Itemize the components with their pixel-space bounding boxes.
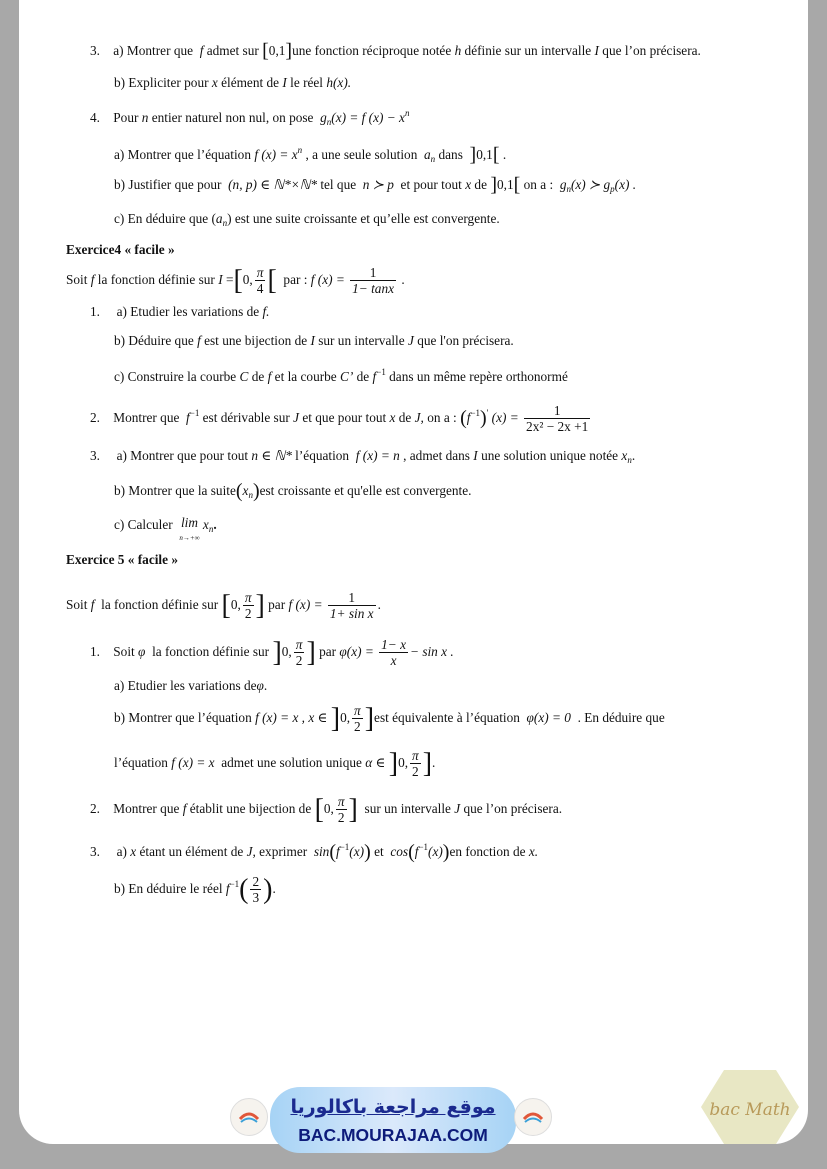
ex4-q1c: c) Construire la courbe C de f et la courbe C’ de $f^{-1}$ dans un même repère orthonormé	[114, 367, 568, 384]
q3b-line: b) Expliciter pour x élément de I le réel h(x).	[114, 75, 352, 90]
q4-line: 4. Pour n entier naturel non nul, on pose $g_n(x) = f$ $(x) - x^n$	[90, 108, 410, 127]
ex4-q3a: 3. a) Montrer que pour tout n ∈ ℕ* l’équation f (x) = n , admet dans I une solution unique notée $x_n$.	[90, 448, 636, 465]
ex4-q3b: b) Montrer que la $suite(x_n)est$ croissante et qu'elle est convergente.	[114, 480, 472, 502]
exercise5-title: Exercice 5 « facile »	[66, 552, 178, 567]
ex5-q3b: b) En déduire le réel $f^{-1}$( $\frac{2}{3}$ ).	[114, 873, 276, 906]
footer-arabic-title: موقع مراجعة باكالوريا	[290, 1096, 496, 1118]
left-logo-icon	[230, 1098, 268, 1136]
ex5-statement: Soit f la fonction définie sur [0, $\frac{\pi}{2}$ ] par f (x) = $\frac{1}{\text{1+ sin x}}$ .	[66, 589, 381, 622]
ex5-q1a: a) Etudier les variations deφ.	[114, 678, 268, 693]
document-page	[19, 0, 808, 1144]
ex5-q3a: 3. a) x étant un élément de J, exprimer $\sin(f^{-1}(x))$ et $\cos(f^{-1}(x))en$ fonction de x.	[90, 841, 539, 863]
ex5-q1b: b) Montrer que l’équation f (x) = x , x ∈ ]0, $\frac{\pi}{2}$ ]est équivalente à l’équation φ(x) = 0 . En déduire que	[114, 702, 665, 735]
ex5-q1b-cont: l’équation f (x) = x admet une solution unique α ∈ ]0, $\frac{\pi}{2}$ ].	[114, 747, 436, 780]
footer-banner[interactable]	[270, 1087, 516, 1153]
q4c-line: c) En déduire que $(a_n)$ est une suite croissante et qu’elle est convergente.	[114, 211, 500, 228]
footer-url[interactable]: BAC.MOURAJAA.COM	[298, 1125, 488, 1145]
right-logo-icon	[514, 1098, 552, 1136]
badge-text: bac Math	[709, 1100, 791, 1120]
q3a-line: 3. a) Montrer que f admet sur [0,1]une fonction réciproque notée h définie sur un intervalle I que l’on précisera.	[90, 40, 701, 62]
bac-math-badge-icon	[699, 1068, 801, 1146]
ex4-q2: 2. Montrer que $f^{-1}$ est dérivable sur J et que pour tout x de J, on a : $(f^{-1})'$ (x) = $\frac{1}{\text{2x² − 2x +1}}$	[90, 403, 589, 435]
ex4-q3c: c) Calculer lim n→+∞ $x_n$.	[114, 515, 217, 542]
exercise4-title: Exercice4 « facile »	[66, 242, 175, 257]
ex5-q2: 2. Montrer que f établit une bijection de [0, $\frac{\pi}{2}$ ] sur un intervalle J que l’on précisera.	[90, 793, 563, 826]
ex4-q1a: 1. a) Etudier les variations de f.	[90, 304, 270, 319]
q4a-line: a) Montrer que l’équation f $(x) = x^n$ , a une seule solution $a_n$ dans ]0,1[ .	[114, 144, 507, 166]
ex4-statement: Soit f la fonction définie sur I =[0, $\frac{\pi}{4}$ [ par : f (x) = $\frac{1}{1- \tan x}$ .	[66, 264, 405, 297]
ex4-q1b: b) Déduire que f est une bijection de I sur un intervalle J que l'on précisera.	[114, 333, 514, 348]
ex5-q1: 1. Soit φ la fonction définie sur ]0, $\frac{\pi}{2}$ ] par φ(x) = $\frac{1- x}{x}$ − sin x .	[90, 636, 454, 669]
q4b-line: b) Justifier que pour (n, p) ∈ ℕ*×ℕ* tel que n ≻ p et pour tout x de ]0,1[ on a : $g_n(x)$ ≻ $g_p(x)$ .	[114, 174, 637, 196]
